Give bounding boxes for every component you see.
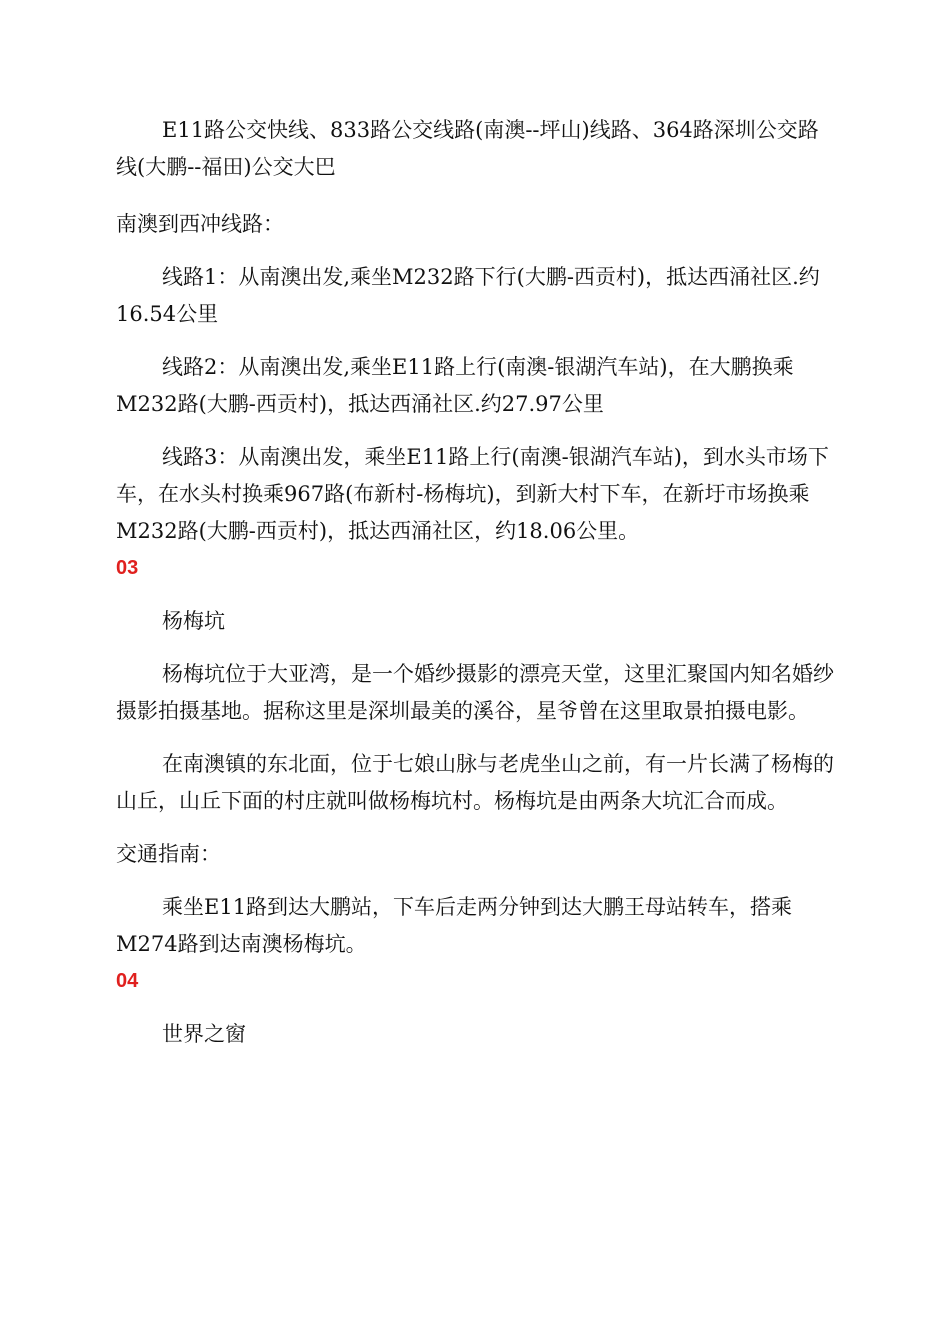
section-title-window-of-world: 世界之窗 [162, 1022, 246, 1046]
section-number-03: 03 [116, 557, 139, 579]
route-2-paragraph: 线路2：从南澳出发,乘坐E11路上行(南澳-银湖汽车站)，在大鹏换乘M232路(大鹏-西贡村)，抵达西涌社区.约27.97公里 [116, 355, 794, 416]
bus-lines-paragraph: E11路公交快线、833路公交线路(南澳--坪山)线路、364路深圳公交路线(大鹏--福田)公交大巴 [116, 118, 819, 179]
section-number-04: 04 [116, 970, 139, 992]
yangmeikeng-location-paragraph: 在南澳镇的东北面，位于七娘山脉与老虎坐山之前，有一片长满了杨梅的山丘，山丘下面的村庄就叫做杨梅坑村。杨梅坑是由两条大坑汇合而成。 [116, 752, 834, 813]
yangmeikeng-intro-paragraph: 杨梅坑位于大亚湾，是一个婚纱摄影的漂亮天堂，这里汇聚国内知名婚纱摄影拍摄基地。据称这里是深圳最美的溪谷，星爷曾在这里取景拍摄电影。 [116, 662, 834, 723]
route-3-paragraph: 线路3：从南澳出发，乘坐E11路上行(南澳-银湖汽车站)，到水头市场下车，在水头村换乘967路(布新村-杨梅坑)，到新大村下车，在新圩市场换乘M232路(大鹏-西贡村)，抵达西涌社区，约18.06公里。 [116, 445, 829, 543]
section-title-yangmeikeng: 杨梅坑 [162, 609, 225, 633]
nanao-to-xichong-heading: 南澳到西冲线路： [116, 212, 284, 236]
document-body [116, 112, 836, 1053]
traffic-guide-heading: 交通指南： [116, 842, 221, 866]
route-1-paragraph: 线路1：从南澳出发,乘坐M232路下行(大鹏-西贡村)，抵达西涌社区.约16.54公里 [116, 265, 820, 326]
traffic-guide-paragraph: 乘坐E11路到达大鹏站，下车后走两分钟到达大鹏王母站转车，搭乘M274路到达南澳杨梅坑。 [116, 895, 793, 956]
